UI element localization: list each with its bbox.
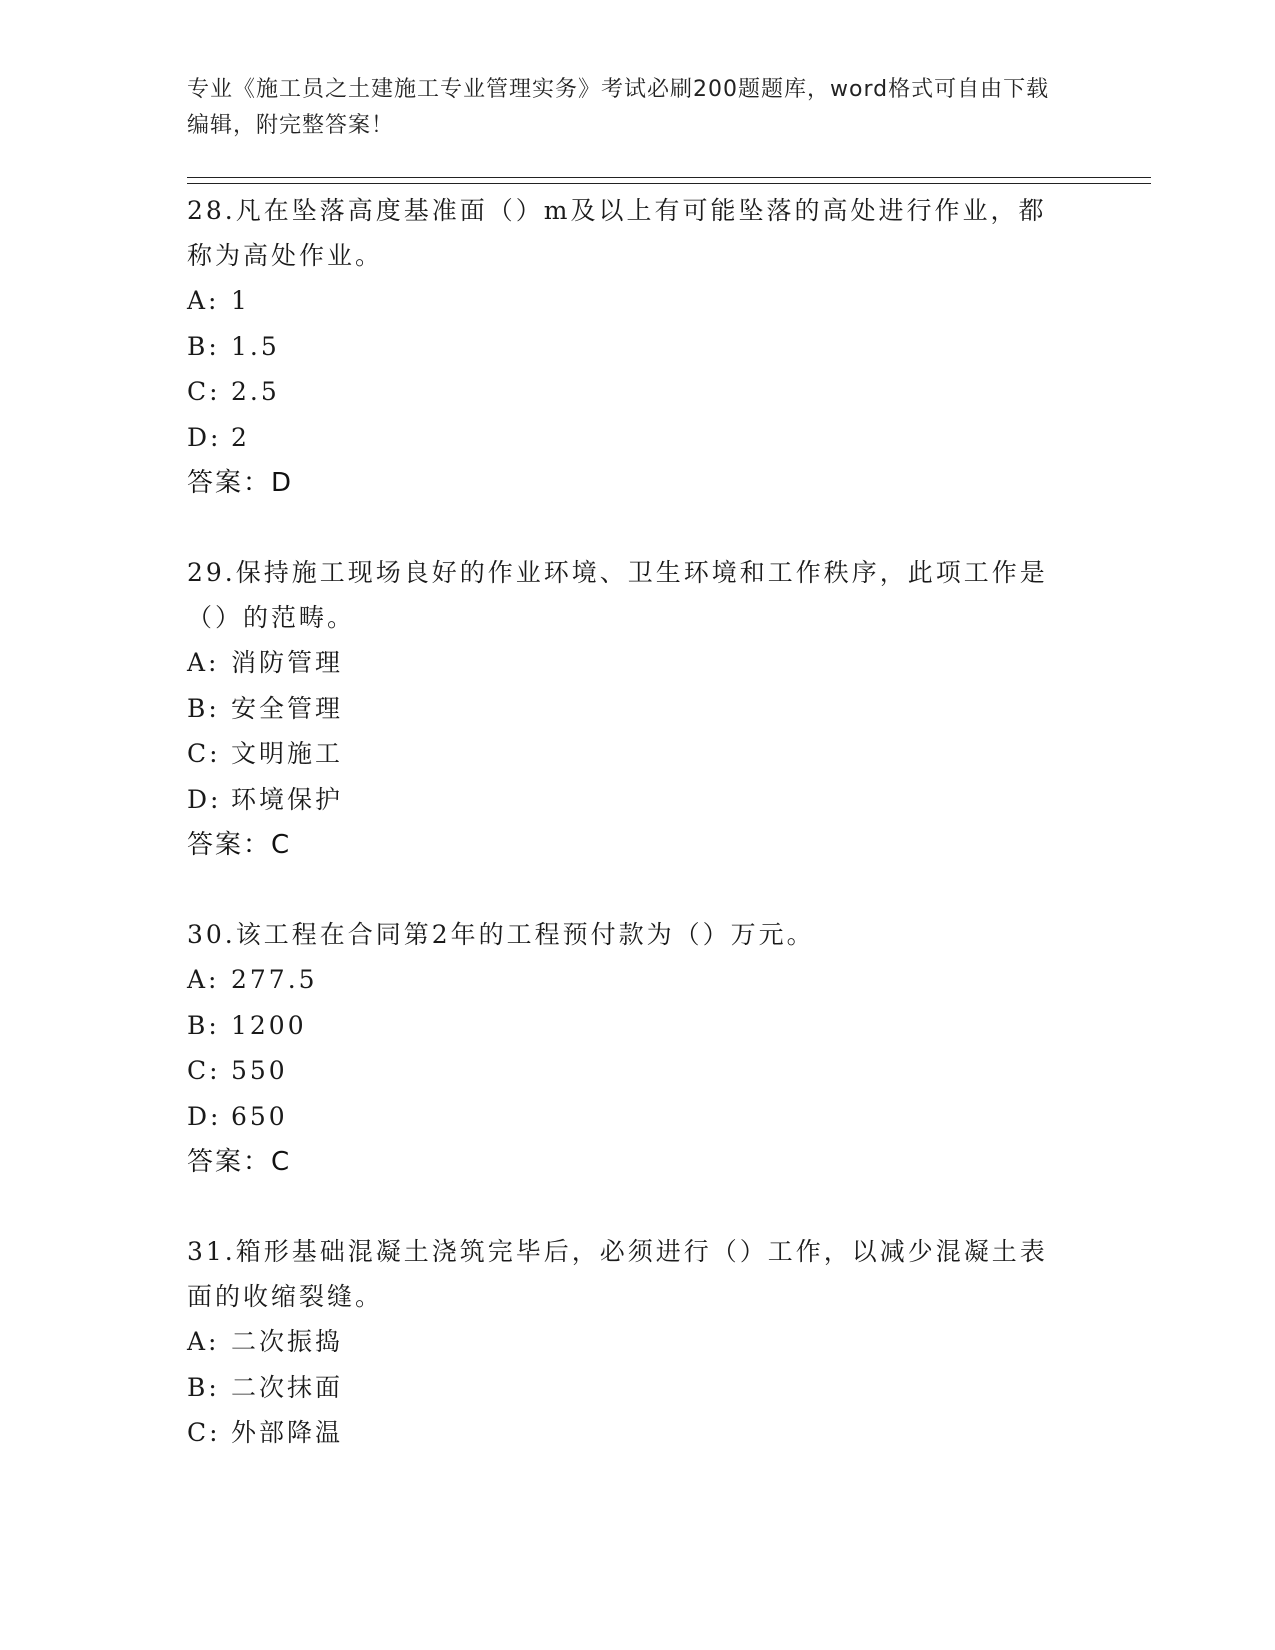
option-label: C: [187, 739, 221, 768]
option-d [187, 777, 1067, 823]
option-label: C: [187, 377, 221, 406]
option-text: 650 [231, 1101, 288, 1131]
option-b [187, 1365, 1067, 1411]
option-text: 环境保护 [231, 784, 344, 814]
option-text: 2.5 [231, 377, 280, 406]
option-b [187, 686, 1067, 732]
option-label: B: [187, 693, 220, 723]
option-text: 二次振捣 [231, 1327, 344, 1356]
option-c [187, 1410, 1067, 1456]
question-28 [187, 188, 1067, 506]
answer-line: 答案：C [187, 1147, 292, 1177]
option-label: B: [187, 331, 220, 361]
header-rule-top [187, 177, 1151, 178]
question-text: 28.凡在坠落高度基准面（）m及以上有可能坠落的高处进行作业，都称为高处作业。 [187, 196, 1047, 270]
option-text: 外部降温 [231, 1418, 344, 1447]
question-text: 29.保持施工现场良好的作业环境、卫生环境和工作秩序，此项工作是（）的范畴。 [187, 558, 1048, 632]
option-a [187, 278, 1067, 324]
option-label: A: [187, 286, 220, 315]
option-c [187, 1048, 1067, 1094]
option-d [187, 415, 1067, 461]
question-30 [187, 912, 1067, 1185]
question-list [187, 188, 1067, 1456]
option-text: 277.5 [231, 965, 318, 994]
question-text: 30.该工程在合同第2年的工程预付款为（）万元。 [187, 920, 815, 949]
header-rule-bottom [187, 183, 1151, 184]
option-b [187, 1003, 1067, 1049]
option-label: A: [187, 648, 220, 677]
option-text: 1.5 [231, 331, 280, 361]
option-b [187, 324, 1067, 370]
option-label: D: [187, 784, 222, 814]
answer-line: 答案：D [187, 468, 294, 498]
option-label: C: [187, 1418, 221, 1447]
option-c [187, 731, 1067, 777]
option-a [187, 640, 1067, 686]
option-a [187, 957, 1067, 1003]
option-text: 1 [231, 286, 250, 315]
option-text: 二次抹面 [231, 1372, 344, 1402]
option-c [187, 369, 1067, 415]
option-label: B: [187, 1010, 220, 1040]
document-header: 专业《施工员之土建施工专业管理实务》考试必刷200题题库，word格式可自由下载编辑，附完整答案！ [187, 77, 1050, 138]
option-label: C: [187, 1056, 221, 1085]
option-text: 消防管理 [231, 648, 344, 677]
option-label: D: [187, 1101, 222, 1131]
option-text: 安全管理 [231, 693, 344, 723]
option-text: 2 [231, 422, 250, 452]
option-text: 文明施工 [231, 739, 344, 768]
option-label: D: [187, 422, 222, 452]
option-text: 550 [231, 1056, 288, 1085]
option-label: A: [187, 965, 220, 994]
answer-line: 答案：C [187, 830, 292, 860]
question-29 [187, 550, 1067, 868]
option-label: B: [187, 1372, 220, 1402]
option-text: 1200 [231, 1010, 307, 1040]
option-a [187, 1319, 1067, 1365]
question-text: 31.箱形基础混凝土浇筑完毕后，必须进行（）工作，以减少混凝土表面的收缩裂缝。 [187, 1237, 1048, 1311]
option-d [187, 1094, 1067, 1140]
option-label: A: [187, 1327, 220, 1356]
question-31 [187, 1229, 1067, 1456]
